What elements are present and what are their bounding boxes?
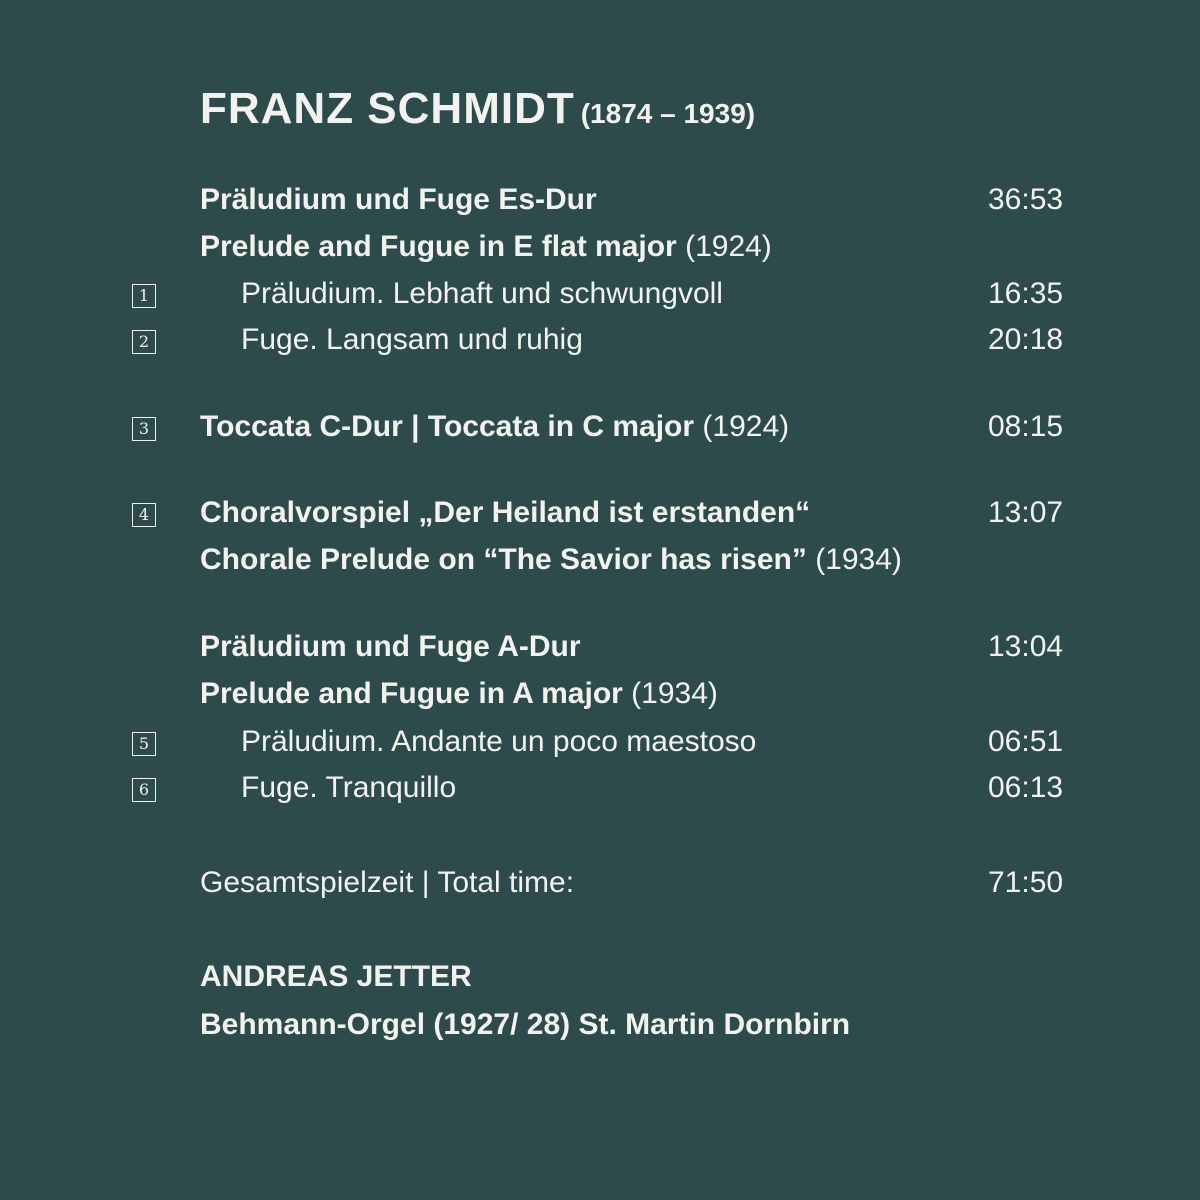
work-1-duration: 36:53 bbox=[988, 183, 1064, 216]
work-1-title-de: Präludium und Fuge Es-Dur bbox=[200, 183, 597, 216]
track-1-title: Präludium. Lebhaft und schwungvoll bbox=[241, 277, 723, 310]
work-2-duration: 08:15 bbox=[988, 410, 1064, 443]
work-4-title-en: Prelude and Fugue in A major bbox=[200, 677, 623, 710]
work-2-year: (1924) bbox=[702, 410, 790, 443]
work-2-title-line bbox=[200, 409, 789, 445]
work-1-year: (1924) bbox=[685, 230, 772, 263]
track-2-title: Fuge. Langsam und ruhig bbox=[241, 323, 583, 356]
track-5-title: Präludium. Andante un poco maestoso bbox=[241, 725, 757, 758]
track-2-number: 2 bbox=[132, 330, 156, 354]
work-2-title: Toccata C-Dur | Toccata in C major bbox=[200, 410, 695, 443]
work-3-title-en-line bbox=[200, 542, 902, 578]
work-4-title-de: Präludium und Fuge A-Dur bbox=[200, 630, 581, 663]
track-1-number: 1 bbox=[132, 284, 156, 308]
track-4-number: 4 bbox=[132, 503, 156, 527]
work-4-duration: 13:04 bbox=[988, 630, 1064, 663]
composer-name: FRANZ SCHMIDT bbox=[200, 84, 575, 133]
track-1-duration: 16:35 bbox=[988, 277, 1064, 310]
album-title bbox=[200, 84, 755, 134]
performer-name: ANDREAS JETTER bbox=[200, 960, 472, 993]
track-2-duration: 20:18 bbox=[988, 323, 1064, 356]
performer-instrument: Behmann-Orgel (1927/ 28) St. Martin Dornbirn bbox=[200, 1008, 851, 1041]
work-1-title-en-line bbox=[200, 229, 772, 265]
work-4-title-en-line bbox=[200, 676, 718, 712]
work-1-title-en: Prelude and Fugue in E flat major bbox=[200, 230, 677, 263]
total-time-label: Gesamtspielzeit | Total time: bbox=[200, 866, 575, 899]
total-time-duration: 71:50 bbox=[988, 866, 1064, 899]
track-3-number: 3 bbox=[132, 417, 156, 441]
work-3-duration: 13:07 bbox=[988, 496, 1064, 529]
track-6-title: Fuge. Tranquillo bbox=[241, 771, 457, 804]
track-6-number: 6 bbox=[132, 778, 156, 802]
work-3-year: (1934) bbox=[815, 543, 902, 576]
work-4-year: (1934) bbox=[631, 677, 718, 710]
track-6-duration: 06:13 bbox=[988, 771, 1064, 804]
work-3-title-de: Choralvorspiel „Der Heiland ist erstanden“ bbox=[200, 496, 811, 529]
track-5-number: 5 bbox=[132, 732, 156, 756]
work-3-title-en: Chorale Prelude on “The Savior has risen” bbox=[200, 543, 807, 576]
composer-years: (1874 – 1939) bbox=[580, 98, 756, 129]
track-5-duration: 06:51 bbox=[988, 725, 1064, 758]
